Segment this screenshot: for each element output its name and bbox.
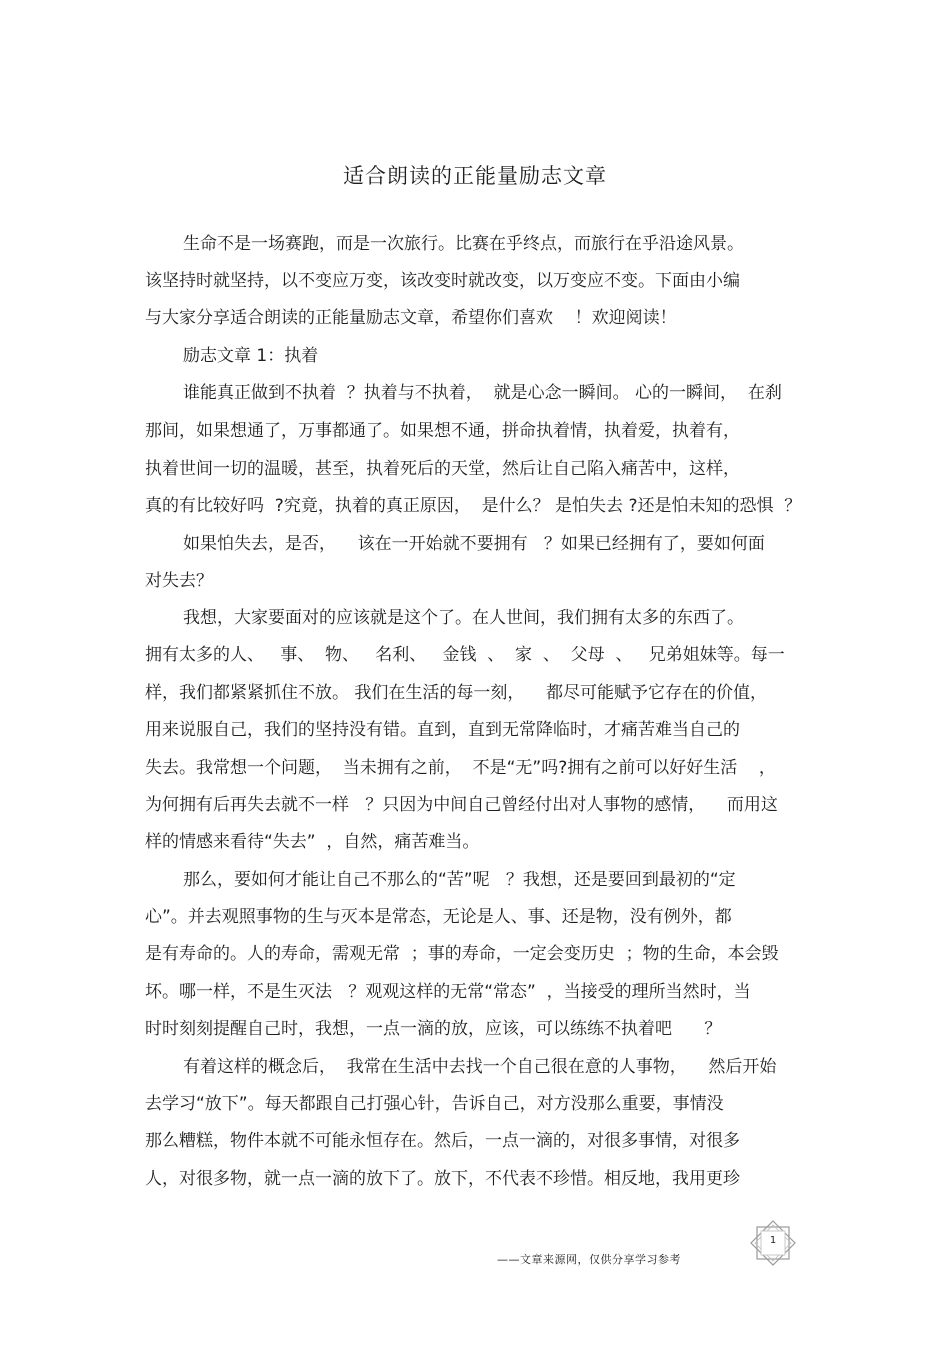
text-line: 与大家分享适合朗读的正能量励志文章，希望你们喜欢 ！欢迎阅读！: [145, 308, 677, 328]
text-line: 我想，大家要面对的应该就是这个了。在人世间，我们拥有太多的东西了。: [183, 608, 744, 628]
text-line: 谁能真正做到不执着 ？执着与不执着， 就是心念一瞬间。 心的一瞬间， 在刹: [183, 383, 782, 403]
text-line: 那么糟糕，物件本就不可能永恒存在。然后，一点一滴的，对很多事情，对很多: [145, 1131, 740, 1151]
text-line: 坏。哪一样，不是生灭法 ？观观这样的无常“常态” ，当接受的理所当然时，当: [145, 982, 751, 1002]
text-line: 心”。并去观照事物的生与灭本是常态，无论是人、事、还是物，没有例外，都: [145, 907, 732, 927]
section-heading: 励志文章 1：执着: [183, 346, 319, 366]
text-line: 失去。我常想一个问题， 当未拥有之前， 不是“无”吗?拥有之前可以好好生活 ，: [145, 758, 776, 778]
text-line: 是有寿命的。人的寿命，需观无常 ；事的寿命，一定会变历史 ；物的生命，本会毁: [145, 944, 779, 964]
text-line: 对失去？: [145, 571, 213, 591]
text-line: 那么，要如何才能让自己不那么的“苦”呢 ？我想，还是要回到最初的“定: [183, 870, 736, 890]
page-title: 适合朗读的正能量励志文章: [343, 164, 607, 188]
text-line: 去学习“放下”。每天都跟自己打强心针，告诉自己，对方没那么重要，事情没: [145, 1094, 724, 1114]
footer-source-note: ——文章来源网，仅供分享学习参考: [497, 1253, 681, 1266]
text-line: 拥有太多的人、 事、 物、 名利、 金钱 、 家 、 父母 、 兄弟姐妹等。每一: [145, 645, 785, 665]
text-line: 如果怕失去，是否， 该在一开始就不要拥有 ？如果已经拥有了，要如何面: [183, 534, 765, 554]
text-line: 人，对很多物，就一点一滴的放下了。放下，不代表不珍惜。相反地，我用更珍: [145, 1169, 740, 1189]
text-line: 有着这样的概念后， 我常在生活中去找一个自己很在意的人事物， 然后开始: [183, 1057, 777, 1077]
text-line: 生命不是一场赛跑，而是一次旅行。比赛在乎终点，而旅行在乎沿途风景。: [183, 234, 744, 254]
text-line: 执着世间一切的温暖，甚至，执着死后的天堂，然后让自己陷入痛苦中，这样，: [145, 459, 740, 479]
text-line: 样的情感来看待“失去” ，自然，痛苦难当。: [145, 832, 480, 852]
page-number: 1: [769, 1235, 777, 1246]
text-line: 用来说服自己，我们的坚持没有错。直到，直到无常降临时，才痛苦难当自己的: [145, 720, 740, 740]
text-line: 样，我们都紧紧抓住不放。 我们在生活的每一刻， 都尽可能赋予它存在的价值，: [145, 683, 768, 703]
text-line: 真的有比较好吗 ?究竟，执着的真正原因， 是什么？ 是怕失去 ?还是怕未知的恐惧 ？: [145, 496, 802, 516]
text-line: 那间，如果想通了，万事都通了。如果想不通，拼命执着情，执着爱，执着有，: [145, 421, 740, 441]
text-line: 该坚持时就坚持，以不变应万变，该改变时就改变，以万变应不变。下面由小编: [145, 271, 740, 291]
text-line: 时时刻刻提醒自己时，我想，一点一滴的放，应该，可以练练不执着吧 ？: [145, 1019, 722, 1039]
text-line: 为何拥有后再失去就不一样 ？只因为中间自己曾经付出对人事物的感情， 而用这: [145, 795, 778, 815]
